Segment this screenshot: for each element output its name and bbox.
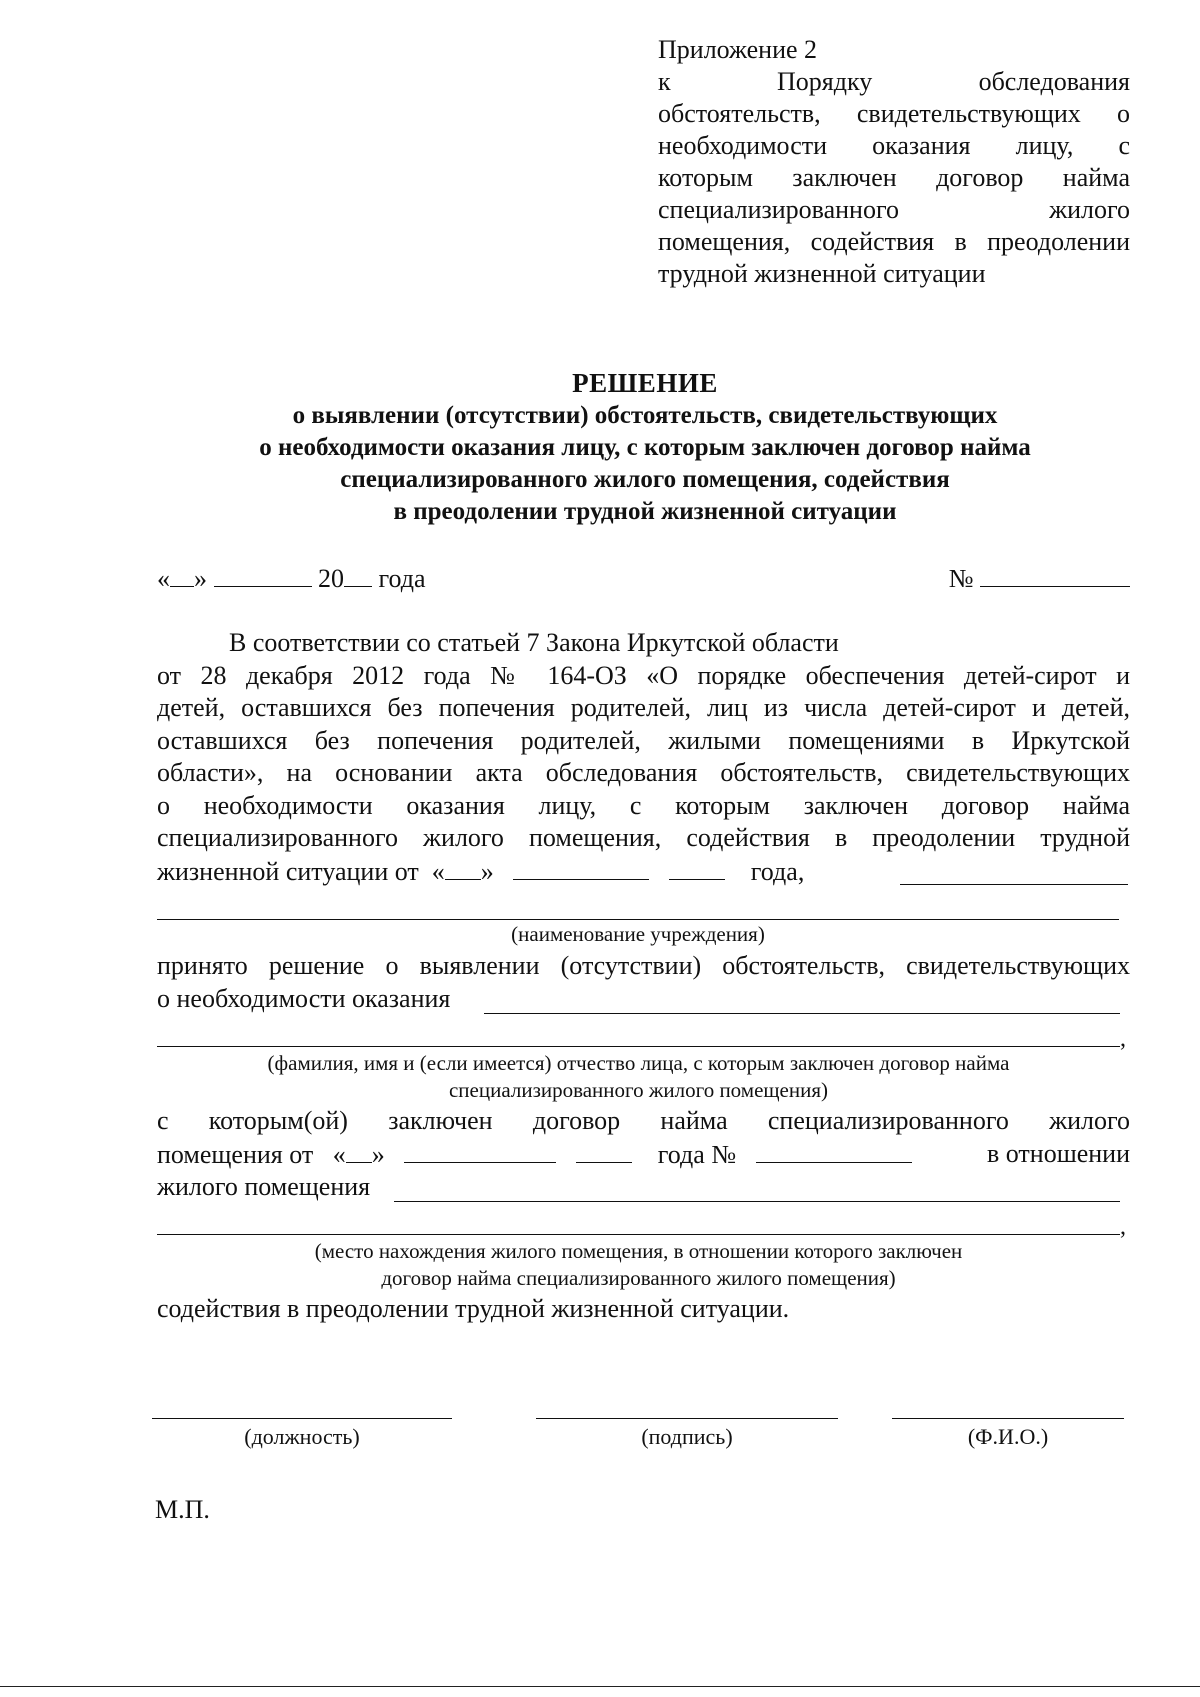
appendix-line: необходимости оказания лицу, с	[658, 131, 1130, 160]
premises-caption-line: (место нахождения жилого помещения, в отношении которого заключен	[314, 1239, 963, 1263]
month-blank[interactable]	[214, 562, 312, 587]
contract-date-line	[157, 1138, 1130, 1171]
date-close-quote: »	[194, 564, 207, 593]
closing-line: содействия в преодолении трудной жизненной ситуации.	[157, 1294, 790, 1323]
appendix-heading: Приложение 2	[658, 35, 818, 64]
appendix-header	[658, 34, 1130, 290]
document-title	[150, 366, 1140, 528]
decision-line-start: о необходимости оказания	[157, 984, 451, 1013]
page-bottom-rule	[0, 1686, 1200, 1687]
name-caption: (Ф.И.О.)	[967, 1424, 1049, 1449]
act-year-label: года,	[750, 857, 805, 886]
appendix-line: специализированного жилого	[658, 195, 1130, 224]
contract-year-label: года №	[657, 1140, 737, 1169]
number-sign: №	[948, 564, 974, 593]
premises-caption-line: договор найма специализированного жилого помещения)	[381, 1266, 896, 1290]
contract-number-blank[interactable]	[756, 1138, 912, 1163]
premises-line-start: жилого помещения	[157, 1172, 371, 1201]
position-caption: (должность)	[244, 1424, 360, 1449]
institution-start-blank[interactable]	[900, 884, 1128, 885]
institution-blank[interactable]	[157, 919, 1119, 920]
body-line: области», на основании акта обследования обстоятельств, свидетельствующих	[157, 758, 1130, 787]
appendix-line: трудной жизненной ситуации	[658, 259, 986, 288]
body-line: специализированного жилого помещения, содействия в преодолении трудной	[157, 823, 1130, 852]
name-signature-blank[interactable]	[892, 1418, 1124, 1419]
title-subtitle-line: о необходимости оказания лицу, с которым заключен договор найма	[259, 434, 1031, 461]
year-suffix: года	[378, 564, 426, 593]
signature-blank[interactable]	[536, 1418, 838, 1419]
appendix-line: помещения, содействия в преодолении	[658, 227, 1130, 256]
body-line: оставшихся без попечения родителей, жилыми помещениями в Иркутской	[157, 725, 1130, 755]
person-caption-line: специализированного жилого помещения)	[448, 1078, 829, 1102]
number-blank[interactable]	[980, 562, 1130, 587]
contract-open-quote: «	[332, 1140, 346, 1169]
person-blank[interactable]	[157, 1046, 1120, 1047]
person-caption-line: (фамилия, имя и (если имеется) отчество лица, с которым заключен договор найма	[267, 1051, 1010, 1075]
act-date-close-quote: »	[480, 857, 494, 886]
contract-close-quote: »	[371, 1140, 385, 1169]
body-line: о необходимости оказания лицу, с которым заключен договор найма	[157, 790, 1130, 820]
act-date-line	[157, 855, 804, 888]
premises-comma: ,	[1120, 1214, 1126, 1240]
body-line: В соответствии со статьей 7 Закона Иркутской области	[229, 628, 839, 657]
contract-in-relation: в отношении	[986, 1139, 1130, 1168]
premises-blank[interactable]	[157, 1234, 1120, 1235]
contract-day-blank[interactable]	[346, 1138, 372, 1163]
year-blank[interactable]	[344, 562, 372, 587]
appendix-line: к Порядку обследования	[658, 67, 1130, 96]
person-start-blank[interactable]	[484, 1013, 1120, 1014]
year-prefix: 20	[318, 564, 344, 593]
act-date-open-quote: «	[431, 857, 445, 886]
premises-start-blank[interactable]	[394, 1201, 1120, 1202]
decision-line: принято решение о выявлении (отсутствии) обстоятельств, свидетельствующих	[157, 951, 1130, 980]
day-blank[interactable]	[170, 562, 194, 587]
institution-caption: (наименование учреждения)	[511, 922, 765, 946]
title-subtitle-line: о выявлении (отсутствии) обстоятельств, свидетельствующих	[292, 402, 998, 429]
date-field	[157, 562, 426, 594]
stamp-place: М.П.	[155, 1495, 210, 1524]
number-field	[949, 562, 1130, 594]
date-open-quote: «	[157, 564, 170, 593]
act-day-blank[interactable]	[445, 855, 481, 880]
act-month-blank[interactable]	[513, 855, 649, 880]
appendix-line: которым заключен договор найма	[658, 163, 1130, 192]
date-number-row	[157, 562, 1130, 596]
appendix-line: обстоятельств, свидетельствующих о	[658, 99, 1130, 128]
contract-line: с которым(ой) заключен договор найма специализированного жилого	[157, 1106, 1130, 1135]
body-line: детей, оставшихся без попечения родителей, лиц из числа детей-сирот и детей,	[157, 693, 1130, 722]
title-subtitle-line: специализированного жилого помещения, содействия	[340, 466, 950, 493]
contract-year-blank[interactable]	[576, 1138, 632, 1163]
contract-date-label: помещения от	[157, 1140, 314, 1169]
signature-caption: (подпись)	[641, 1424, 733, 1449]
act-date-label: жизненной ситуации от	[157, 857, 419, 886]
body-line: от 28 декабря 2012 года № 164-ОЗ «О порядке обеспечения детей-сирот и	[157, 660, 1130, 690]
title-main: РЕШЕНИЕ	[572, 368, 718, 398]
person-comma: ,	[1120, 1026, 1126, 1052]
body-paragraph	[157, 627, 1130, 855]
title-subtitle-line: в преодолении трудной жизненной ситуации	[393, 498, 897, 525]
act-year-blank[interactable]	[669, 855, 725, 880]
position-signature-blank[interactable]	[152, 1418, 452, 1419]
contract-month-blank[interactable]	[404, 1138, 556, 1163]
